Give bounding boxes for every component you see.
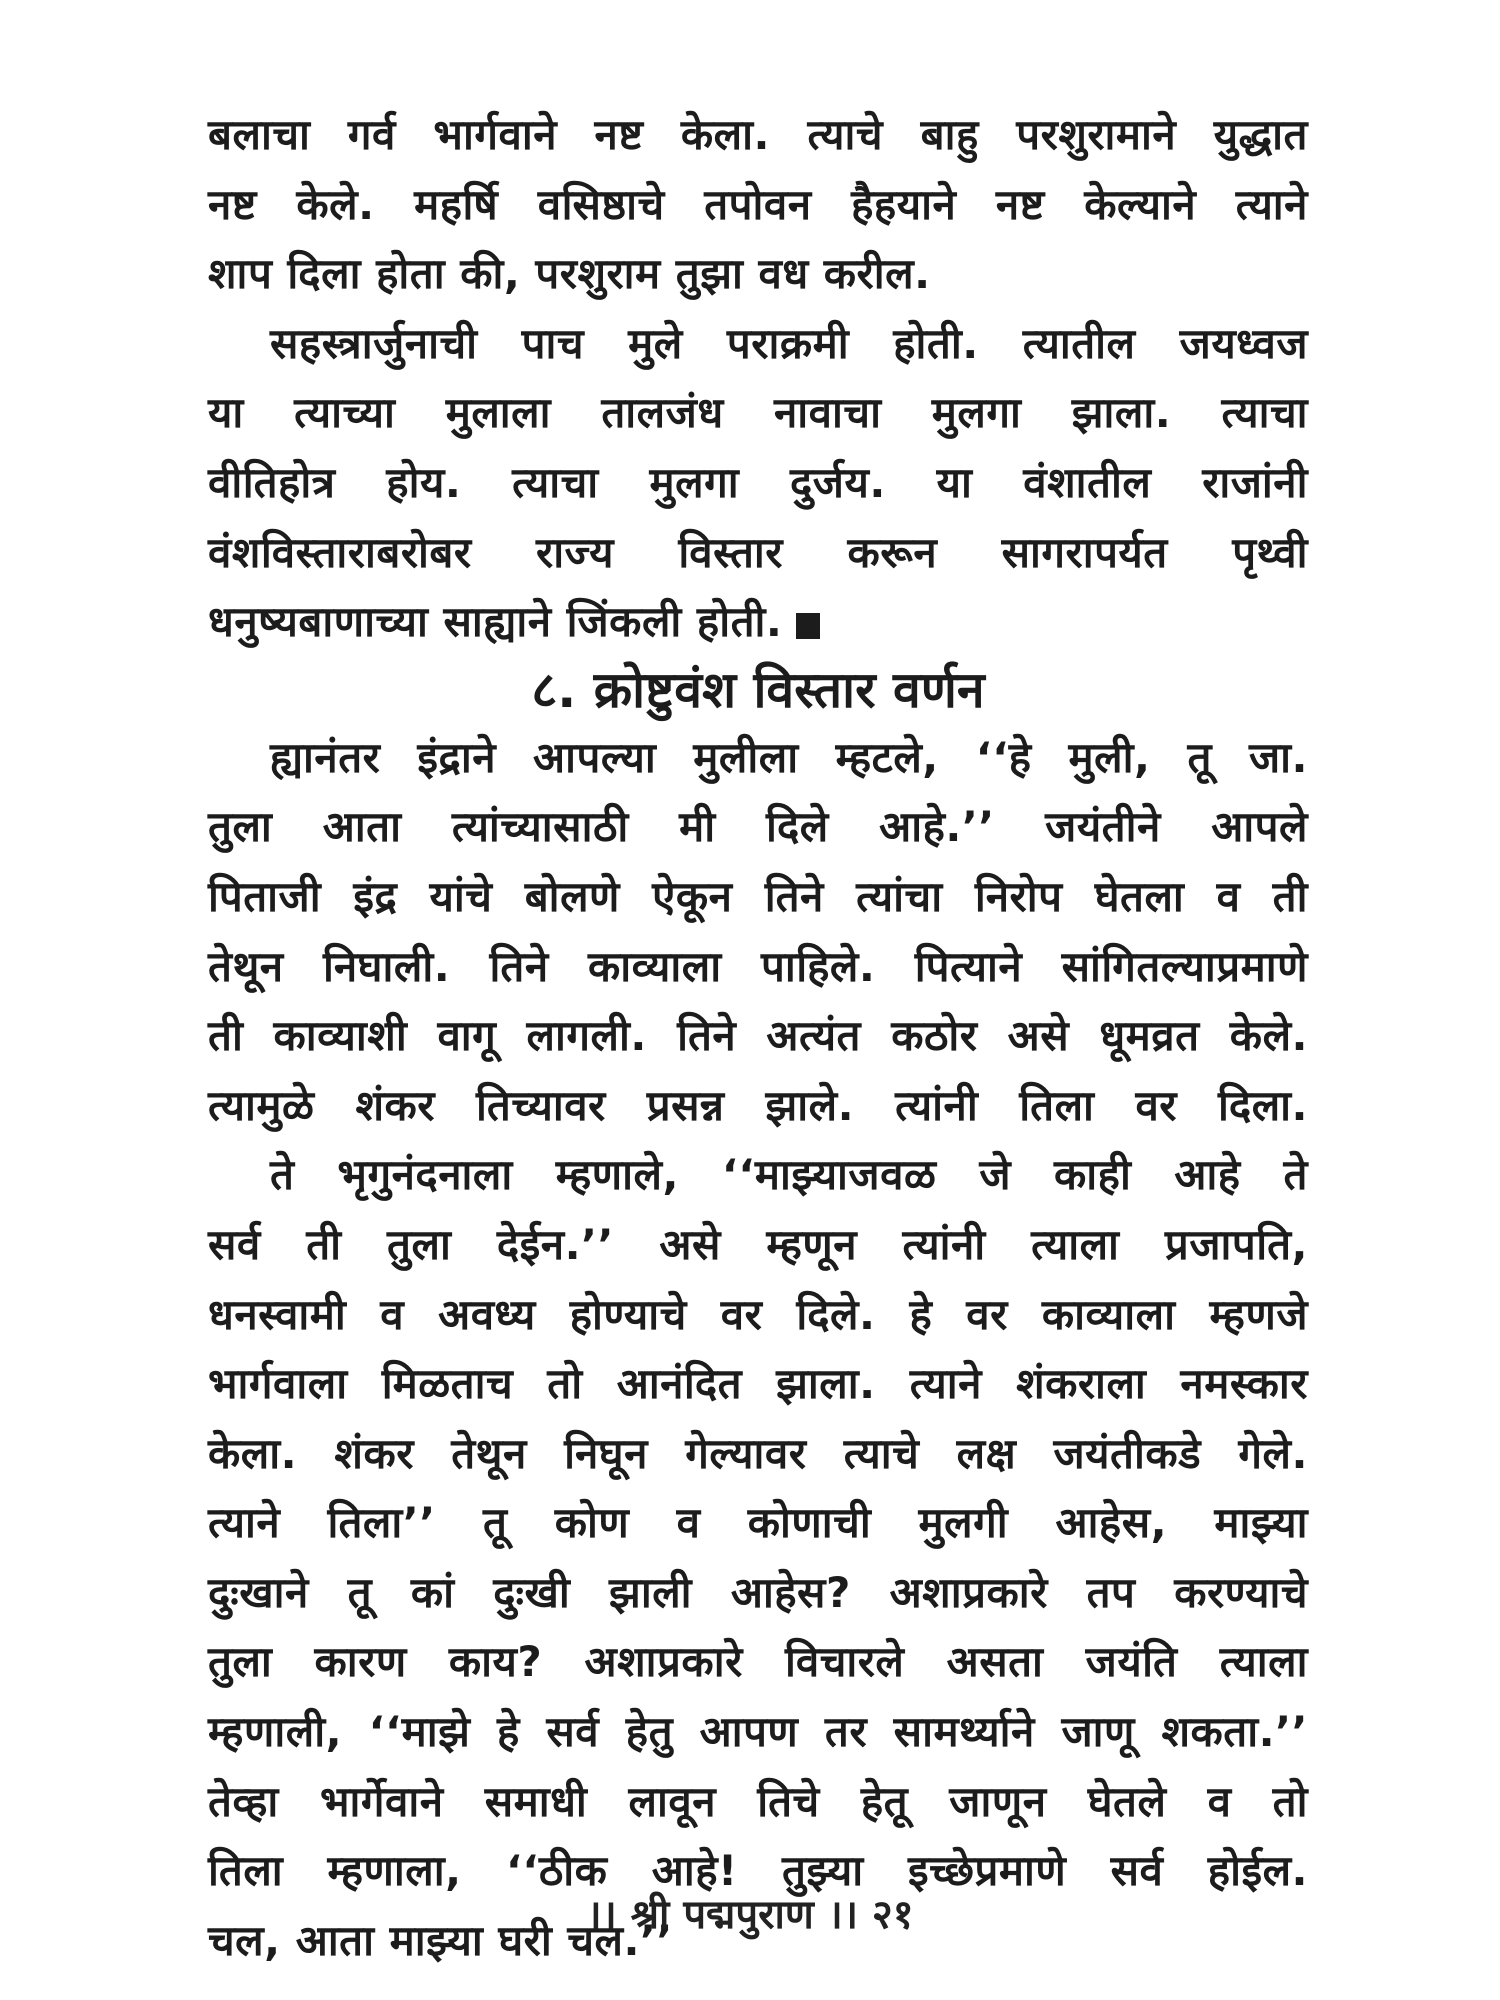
text-line: धनुष्यबाणाच्या साह्याने जिंकली होती. xyxy=(208,597,783,647)
text-line: वीतिहोत्र होय. त्याचा मुलगा दुर्जय. या वंशातील राजांनी xyxy=(208,457,1308,507)
text-line: तुला कारण काय? अशाप्रकारे विचारले असता जयंति त्याला xyxy=(208,1637,1308,1687)
page-footer: ।। श्री पद्मपुराण ।। २१ xyxy=(586,1892,914,1938)
text-line: भार्गवाला मिळताच तो आनंदित झाला. त्याने शंकराला नमस्कार xyxy=(208,1359,1308,1409)
paragraph-1 xyxy=(208,100,1308,309)
text-line: ती काव्याशी वागू लागली. तिने अत्यंत कठोर असे धूमव्रत केले. xyxy=(208,1011,1308,1061)
text-line: सर्व ती तुला देईन.’’ असे म्हणून त्यांनी त्याला प्रजापति, xyxy=(208,1219,1308,1269)
end-square-icon xyxy=(796,613,820,639)
paragraph-2 xyxy=(208,309,1308,657)
paragraph-3 xyxy=(208,723,1308,1141)
text-line: वंशविस्ताराबरोबर राज्य विस्तार करून सागरापर्यत पृथ्वी xyxy=(208,527,1308,577)
text-line: तेथून निघाली. तिने काव्याला पाहिले. पित्याने सांगितल्याप्रमाणे xyxy=(208,941,1308,991)
text-line: सहस्त्रार्जुनाची पाच मुले पराक्रमी होती. त्यातील जयध्वज xyxy=(270,318,1308,368)
text-line: त्यामुळे शंकर तिच्यावर प्रसन्न झाले. त्यांनी तिला वर दिला. xyxy=(208,1080,1308,1130)
text-line: नष्ट केले. महर्षि वसिष्ठाचे तपोवन हैहयाने नष्ट केल्याने त्याने xyxy=(208,179,1308,229)
text-line: तेव्हा भार्गेवाने समाधी लावून तिचे हेतू जाणून घेतले व तो xyxy=(208,1776,1308,1826)
text-line: पिताजी इंद्र यांचे बोलणे ऐकून तिने त्यांचा निरोप घेतला व ती xyxy=(208,871,1308,921)
text-line: धनस्वामी व अवध्य होण्याचे वर दिले. हे वर काव्याला म्हणजे xyxy=(208,1289,1308,1339)
text-line: त्याने तिला’’ तू कोण व कोणाची मुलगी आहेस, माझ्या xyxy=(208,1498,1308,1548)
page-body xyxy=(208,100,1308,1975)
text-line: तिला म्हणाला, ‘‘ठीक आहे! तुझ्या इच्छेप्रमाणे सर्व होईल. xyxy=(208,1846,1308,1896)
text-line: दुःखाने तू कां दुःखी झाली आहेस? अशाप्रकारे तप करण्याचे xyxy=(208,1567,1308,1617)
text-line: केला. शंकर तेथून निघून गेल्यावर त्याचे लक्ष जयंतीकडे गेले. xyxy=(208,1428,1308,1478)
text-line: शाप दिला होता की, परशुराम तुझा वध करील. xyxy=(208,249,931,299)
text-line: या त्याच्या मुलाला तालजंध नावाचा मुलगा झाला. त्याचा xyxy=(208,388,1308,438)
text-line: तुला आता त्यांच्यासाठी मी दिले आहे.’’ जयंतीने आपले xyxy=(208,802,1308,852)
text-line: म्हणाली, ‘‘माझे हे सर्व हेतु आपण तर सामर्थ्याने जाणू शकता.’’ xyxy=(208,1707,1308,1757)
text-line: चल, आता माझ्या घरी चल.’’ xyxy=(208,1915,673,1965)
chapter-heading: ८. क्रोष्टुवंश विस्तार वर्णन xyxy=(531,660,985,719)
paragraph-4 xyxy=(208,1140,1308,1975)
text-line-with-end-mark xyxy=(208,587,1308,657)
text-line: ते भृगुनंदनाला म्हणाले, ‘‘माझ्याजवळ जे काही आहे ते xyxy=(270,1150,1308,1200)
text-line: बलाचा गर्व भार्गवाने नष्ट केला. त्याचे बाहु परशुरामाने युद्धात xyxy=(208,110,1308,159)
text-line: ह्यानंतर इंद्राने आपल्या मुलीला म्हटले, ‘‘हे मुली, तू जा. xyxy=(270,732,1308,782)
